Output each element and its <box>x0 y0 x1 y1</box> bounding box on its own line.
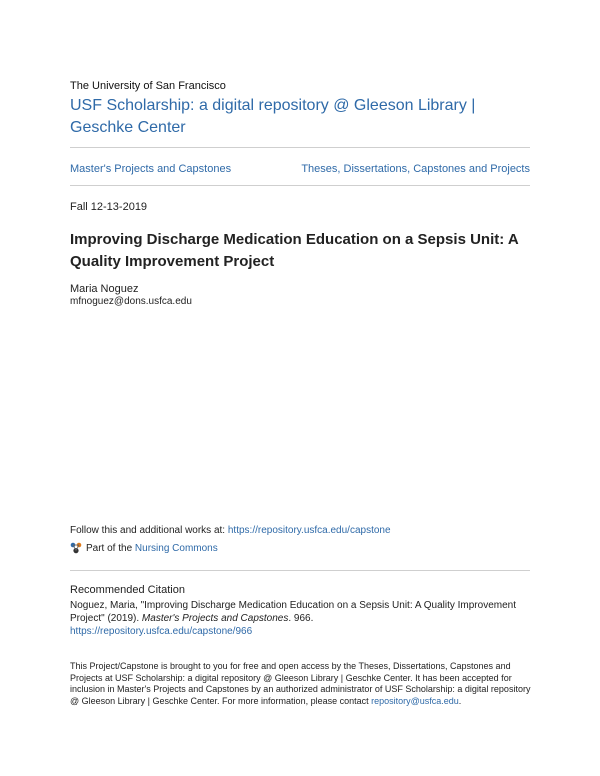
institution-name: The University of San Francisco <box>70 80 226 92</box>
access-notice-text: This Project/Capstone is brought to you for free and open access by the Theses, Dissertations, Capstones and Projects at USF Scholarship: a digital repository @ Gleeson Library | Geschke Center. It has been accepted for inclusion in Master's Projects and Capstones by an authorized administrator of USF Scholarship: a digital repository @ Gleeson Library | Geschke Center. For more information, please contact <box>70 661 531 706</box>
contact-email-link[interactable]: repository@usfca.edu <box>371 695 459 706</box>
follow-url-link[interactable]: https://repository.usfca.edu/capstone <box>227 525 391 536</box>
collection-link-masters[interactable]: Master's Projects and Capstones <box>70 163 232 175</box>
commons-network-icon <box>70 542 82 554</box>
repository-title-link[interactable]: USF Scholarship: a digital repository @ Gleeson Library | Geschke Center <box>70 97 476 136</box>
nursing-commons-link[interactable]: Nursing Commons <box>134 542 218 554</box>
follow-line <box>70 525 391 536</box>
collection-divider <box>70 185 530 186</box>
document-title: Improving Discharge Medication Education on a Sepsis Unit: A Quality Improvement Project <box>70 231 519 270</box>
citation-body: Noguez, Maria, "Improving Discharge Medication Education on a Sepsis Unit: A Quality Improvement Project" (2019). <box>70 600 516 624</box>
collection-link-theses[interactable]: Theses, Dissertations, Capstones and Projects <box>301 163 530 175</box>
access-notice <box>70 661 535 707</box>
top-divider <box>70 147 530 148</box>
citation-text <box>70 599 535 638</box>
recommended-citation-heading: Recommended Citation <box>70 584 185 596</box>
part-of-line <box>70 542 218 554</box>
citation-divider <box>70 570 530 571</box>
publication-date: Fall 12-13-2019 <box>70 201 148 213</box>
part-of-prefix: Part of the <box>86 542 133 554</box>
citation-journal: Master's Projects and Capstones <box>141 613 289 624</box>
citation-url-link[interactable]: https://repository.usfca.edu/capstone/966 <box>70 626 253 637</box>
follow-prefix: Follow this and additional works at: <box>70 525 228 536</box>
author-email: mfnoguez@dons.usfca.edu <box>70 296 192 307</box>
access-notice-end: . <box>458 695 462 706</box>
citation-issue: . 966. <box>288 613 314 624</box>
author-name: Maria Noguez <box>70 283 139 295</box>
